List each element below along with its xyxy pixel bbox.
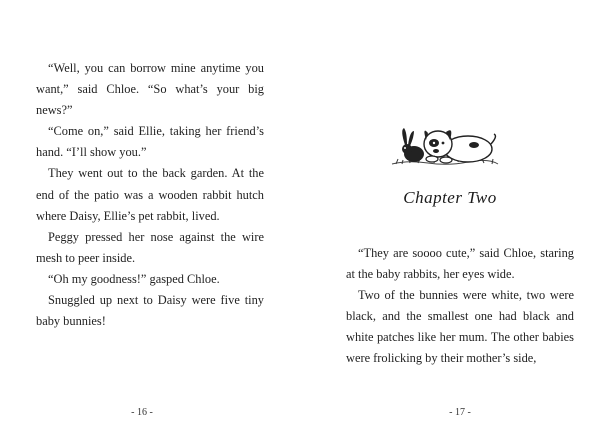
paragraph: “Well, you can borrow mine anytime you want,” said Chloe. “So what’s your big news?” (36, 61, 264, 118)
puppy-and-bunny-illustration (388, 116, 502, 170)
right-page-text (346, 243, 574, 370)
paragraph: “Oh my goodness!” gasped Chloe. (48, 271, 220, 286)
paragraph: Snuggled up next to Daisy were five tiny baby bunnies! (36, 293, 264, 329)
left-page-text (36, 58, 264, 332)
right-page (300, 0, 600, 447)
page-number: - 17 - (449, 407, 471, 418)
chapter-title: Chapter Two (403, 188, 497, 207)
page-number: - 16 - (131, 407, 153, 418)
paragraph: “Come on,” said Ellie, taking her friend’s hand. “I’ll show you.” (36, 124, 264, 160)
paragraph: They went out to the back garden. At the end of the patio was a wooden rabbit hutch where Daisy, Ellie’s pet rabbit, lived. (36, 166, 264, 223)
paragraph: Peggy pressed her nose against the wire mesh to peer inside. (36, 229, 264, 265)
paragraph: Two of the bunnies were white, two were black, and the smallest one had black and white patches like her mum. The other babies were frolicking by their mother’s side, (346, 288, 574, 366)
paragraph: “They are soooo cute,” said Chloe, staring at the baby rabbits, her eyes wide. (346, 246, 574, 282)
